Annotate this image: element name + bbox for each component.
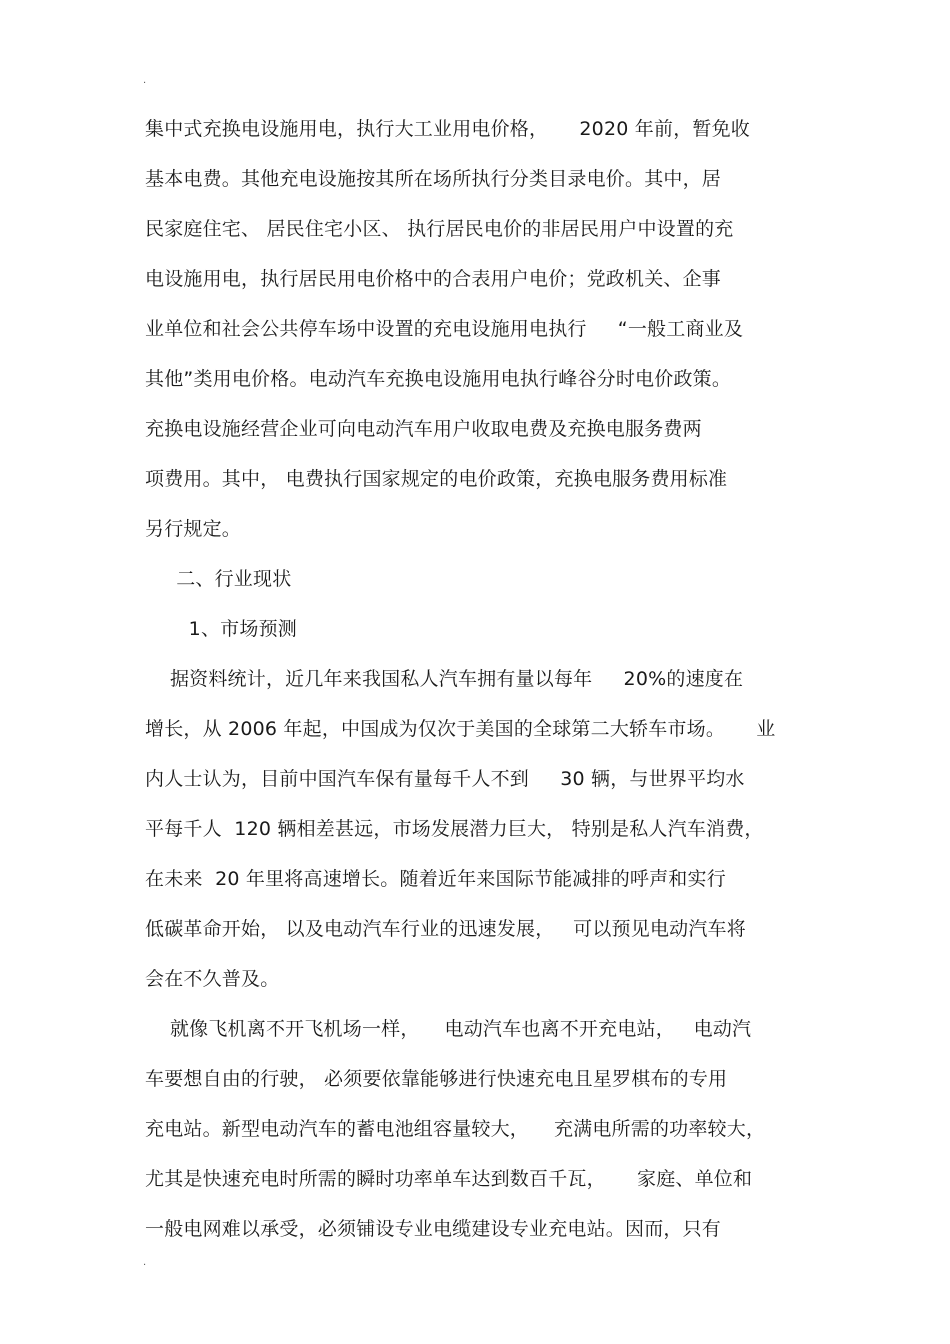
section-heading: 二、行业现状: [145, 568, 292, 590]
footer-mark: .: [143, 1257, 147, 1268]
paragraph-line: 其他”类用电价格。电动汽车充换电设施用电执行峰谷分时电价政策。: [145, 368, 732, 390]
header-mark: .: [143, 75, 147, 86]
paragraph-line: 增长，从 2006 年起，中国成为仅次于美国的全球第二大轿车市场。 业: [145, 718, 776, 740]
paragraph-line: 内人士认为，目前中国汽车保有量每千人不到 30 辆，与世界平均水: [145, 768, 745, 790]
paragraph-line: 会在不久普及。: [145, 968, 280, 990]
paragraph-line: 业单位和社会公共停车场中设置的充电设施用电执行 “一般工商业及: [145, 318, 744, 340]
paragraph-line: 基本电费。其他充电设施按其所在场所执行分类目录电价。其中，居: [145, 168, 722, 190]
paragraph-line: 民家庭住宅、 居民住宅小区、 执行居民电价的非居民用户中设置的充: [145, 218, 734, 240]
paragraph-line: 低碳革命开始， 以及电动汽车行业的迅速发展， 可以预见电动汽车将: [145, 918, 746, 940]
paragraph-line: 平每千人 120 辆相差甚远，市场发展潜力巨大， 特别是私人汽车消费，: [145, 818, 764, 840]
paragraph-line: 据资料统计，近几年来我国私人汽车拥有量以每年 20%的速度在: [145, 668, 744, 690]
paragraph-line: 电设施用电，执行居民用电价格中的合表用户电价；党政机关、企事: [145, 268, 722, 290]
paragraph-line: 车要想自由的行驶， 必须要依靠能够进行快速充电且星罗棋布的专用: [145, 1068, 728, 1090]
paragraph-line: 一般电网难以承受，必须铺设专业电缆建设专业充电站。因而，只有: [145, 1218, 722, 1240]
paragraph-line: 充电站。新型电动汽车的蓄电池组容量较大， 充满电所需的功率较大，: [145, 1118, 766, 1140]
paragraph-line: 就像飞机离不开飞机场一样， 电动汽车也离不开充电站， 电动汽: [145, 1018, 752, 1040]
paragraph-line: 项费用。其中， 电费执行国家规定的电价政策，充换电服务费用标准: [145, 468, 728, 490]
subsection-heading: 1、市场预测: [145, 618, 297, 640]
paragraph-line: 另行规定。: [145, 518, 242, 540]
paragraph-line: 集中式充换电设施用电，执行大工业用电价格， 2020 年前，暂免收: [145, 118, 750, 140]
paragraph-line: 在未来 20 年里将高速增长。随着近年来国际节能减排的呼声和实行: [145, 868, 726, 890]
paragraph-line: 充换电设施经营企业可向电动汽车用户收取电费及充换电服务费两: [145, 418, 702, 440]
paragraph-line: 尤其是快速充电时所需的瞬时功率单车达到数百千瓦， 家庭、单位和: [145, 1168, 753, 1190]
